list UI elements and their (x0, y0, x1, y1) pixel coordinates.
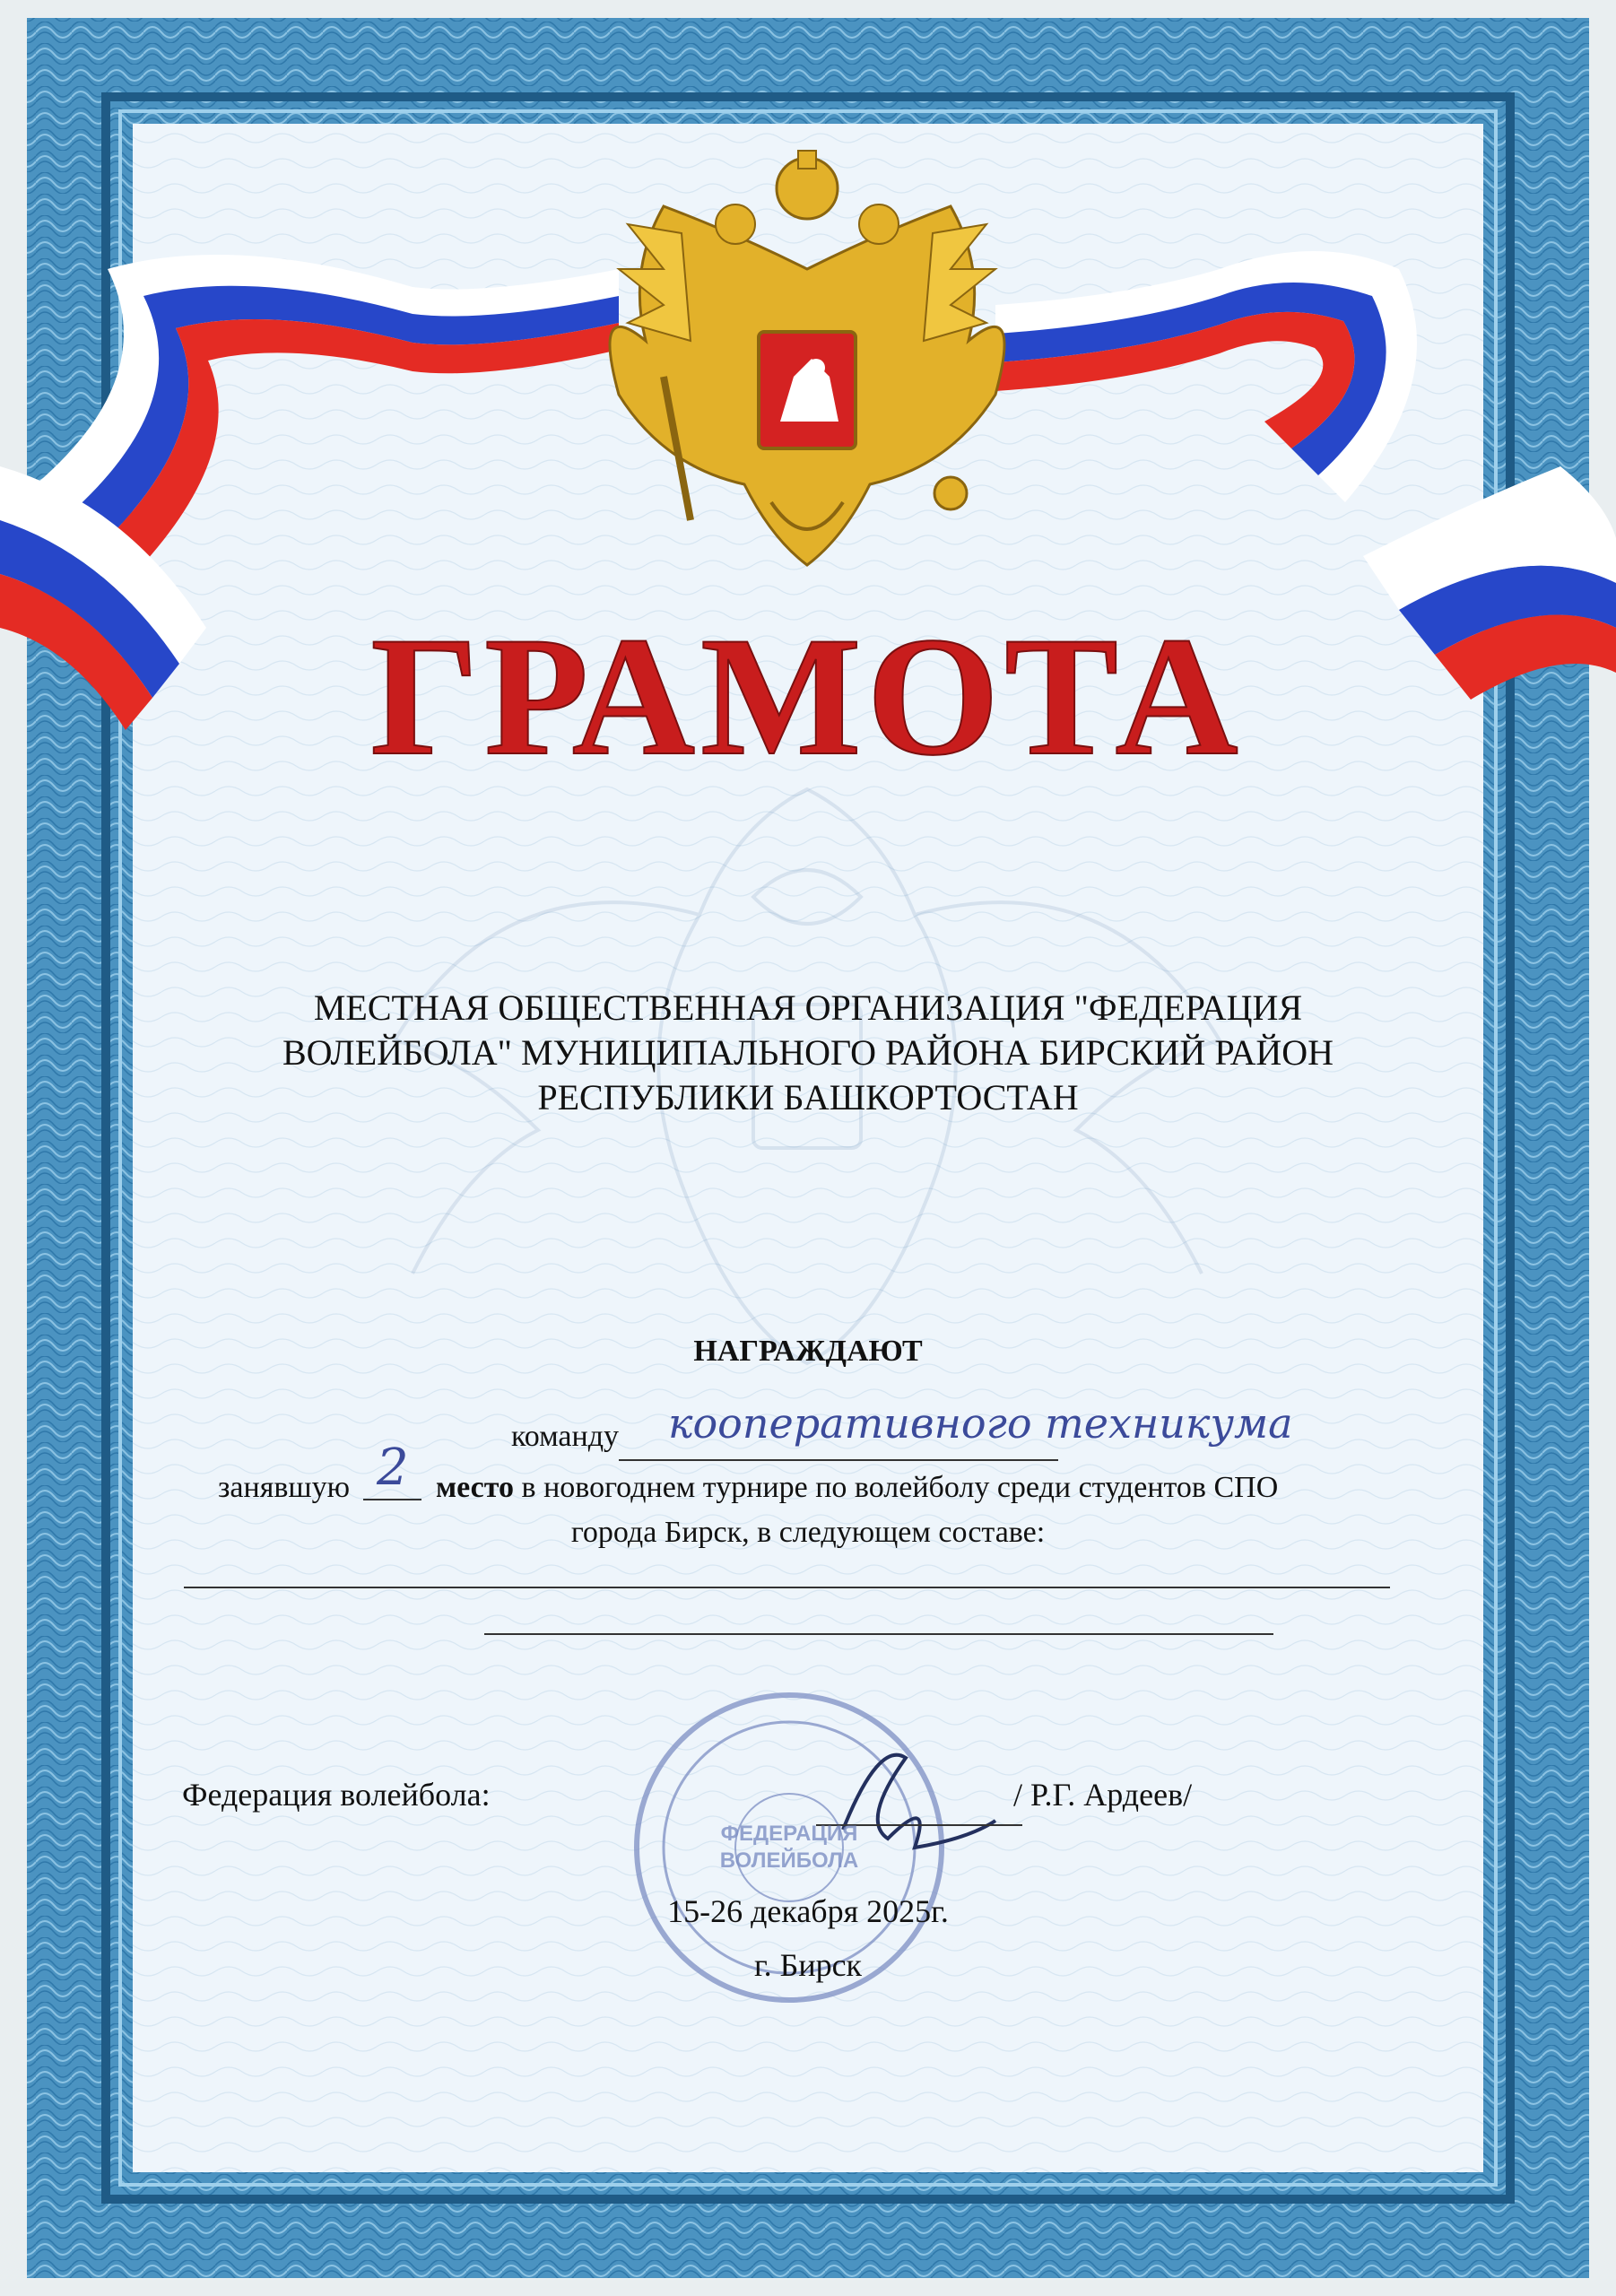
certificate-title: ГРАМОТА (370, 603, 1244, 791)
team-handwritten: кооперативного техникума (668, 1399, 1293, 1448)
place-line-2: города Бирск, в следующем составе: (570, 1516, 1046, 1549)
organization-line-3: РЕСПУБЛИКИ БАШКОРТОСТАН (537, 1077, 1079, 1118)
stamp-text: ФЕДЕРАЦИЯ ВОЛЕЙБОЛА (719, 1822, 859, 1873)
event-date: 15-26 декабря 2025г. (667, 1893, 949, 1929)
place-sentence (436, 1471, 1278, 1505)
team-label: команду (511, 1420, 620, 1453)
signer-name: / Р.Г. Ардеев/ (1013, 1777, 1193, 1813)
organization-line-1: МЕСТНАЯ ОБЩЕСТВЕННАЯ ОРГАНИЗАЦИЯ "ФЕДЕРАЦИЯ (313, 987, 1303, 1028)
place-rest: в новогоднем турнире по волейболу среди студентов СПО (514, 1471, 1279, 1504)
event-city: г. Бирск (753, 1947, 863, 1983)
organization-line-2: ВОЛЕЙБОЛА" МУНИЦИПАЛЬНОГО РАЙОНА БИРСКИЙ РАЙОН (282, 1032, 1334, 1073)
place-label: занявшую (218, 1471, 350, 1504)
award-verb: НАГРАЖДАЮТ (693, 1335, 923, 1368)
federation-label: Федерация волейбола: (182, 1777, 491, 1813)
place-handwritten: 2 (377, 1439, 409, 1497)
place-word: место (436, 1471, 515, 1504)
